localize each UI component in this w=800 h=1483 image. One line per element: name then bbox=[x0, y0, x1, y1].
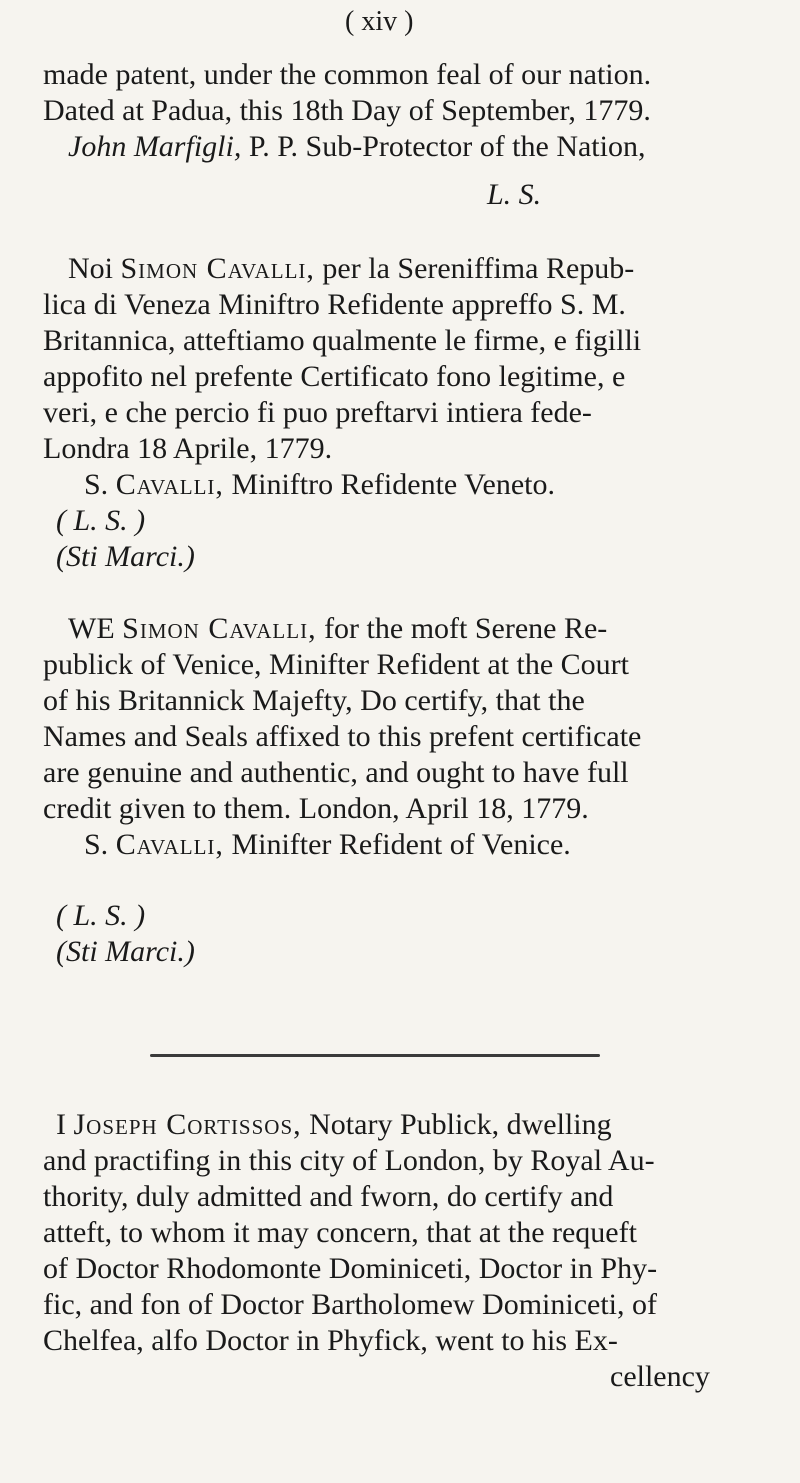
text-line: and practifing in this city of London, by Royal Au- bbox=[43, 1144, 655, 1177]
seal-caption: (Sti Marci.) bbox=[56, 935, 195, 968]
signature-line bbox=[84, 467, 555, 503]
text-line: are genuine and authentic, and ought to have full bbox=[43, 756, 629, 789]
text-line: Chelfea, alfo Doctor in Phyfick, went to his Ex- bbox=[43, 1324, 618, 1357]
signatory-name: Cavalli, bbox=[115, 828, 224, 861]
signatory-name: Simon Cavalli, bbox=[120, 252, 315, 285]
text-line: of Doctor Rhodomonte Dominiceti, Doctor in Phy- bbox=[43, 1252, 658, 1285]
text-line: publick of Venice, Minifter Refident at the Court bbox=[43, 648, 629, 681]
text-line: Londra 18 Aprile, 1779. bbox=[43, 432, 333, 465]
text-line: made patent, under the common feal of our nation. bbox=[43, 58, 652, 91]
text-span: for the moft Serene Re- bbox=[316, 612, 608, 645]
text-line: veri, e che percio fi puo preftarvi intiera fede- bbox=[43, 396, 592, 429]
seal-mark: L. S. bbox=[487, 178, 542, 211]
text-line: lica di Veneza Miniftro Refidente appreffo S. M. bbox=[43, 288, 626, 321]
text-line bbox=[68, 251, 634, 287]
text-span: I bbox=[56, 1108, 74, 1141]
text-line: atteft, to whom it may concern, that at the requeft bbox=[43, 1216, 637, 1249]
signatory-name: Cavalli, bbox=[115, 468, 224, 501]
text-line: of his Britannick Majefty, Do certify, that the bbox=[43, 684, 585, 717]
signatory-name: Joseph Cortissos, bbox=[73, 1108, 302, 1141]
signatory-name: John Marfigli, bbox=[68, 130, 242, 163]
text-line: fic, and fon of Doctor Bartholomew Dominiceti, of bbox=[43, 1288, 658, 1321]
text-span: S. bbox=[84, 828, 116, 861]
text-span: S. bbox=[84, 468, 116, 501]
text-line: appofito nel prefente Certificato fono legitime, e bbox=[43, 360, 626, 393]
text-line bbox=[68, 129, 645, 165]
text-line: Names and Seals affixed to this prefent certificate bbox=[43, 720, 642, 753]
catchword: cellency bbox=[610, 1360, 710, 1393]
seal-mark: ( L. S. ) bbox=[56, 899, 146, 932]
page-number: ( xiv ) bbox=[345, 6, 414, 37]
section-divider bbox=[150, 1054, 600, 1057]
text-span: Noi bbox=[68, 252, 121, 285]
text-line: Dated at Padua, this 18th Day of September, 1779. bbox=[43, 94, 651, 127]
text-line: Britannica, atteftiamo qualmente le firme, e figilli bbox=[43, 324, 642, 357]
signature-line bbox=[84, 827, 571, 863]
text-span: Miniftro Refidente Veneto. bbox=[223, 468, 555, 501]
seal-mark: ( L. S. ) bbox=[56, 504, 146, 537]
text-span: WE bbox=[68, 612, 123, 645]
signatory-name: Simon Cavalli, bbox=[122, 612, 317, 645]
signatory-title: P. P. Sub-Protector of the Nation, bbox=[241, 130, 646, 163]
text-line bbox=[56, 1107, 612, 1143]
text-span: Notary Publick, dwelling bbox=[301, 1108, 612, 1141]
text-line bbox=[68, 611, 607, 647]
text-span: Minifter Refident of Venice. bbox=[223, 828, 571, 861]
seal-caption: (Sti Marci.) bbox=[56, 540, 195, 573]
text-span: per la Sereniffima Repub- bbox=[314, 252, 635, 285]
text-line: credit given to them. London, April 18, 1779. bbox=[43, 792, 589, 825]
text-line: thority, duly admitted and fworn, do certify and bbox=[43, 1180, 614, 1213]
